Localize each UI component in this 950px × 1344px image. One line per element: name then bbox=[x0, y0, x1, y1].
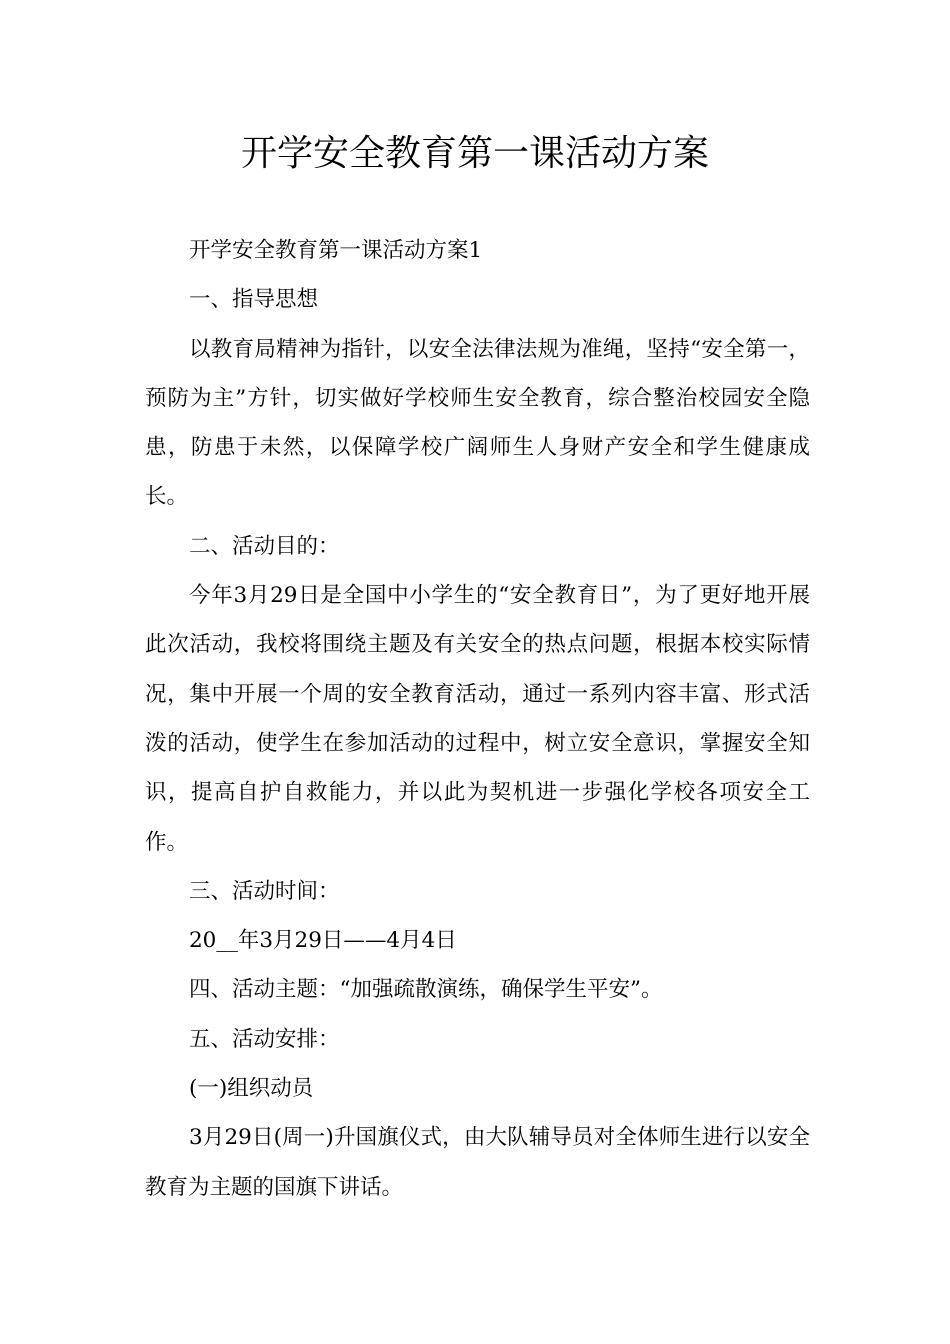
heading-activity-purpose: 二、活动目的： bbox=[189, 533, 340, 559]
heading-activity-time: 三、活动时间： bbox=[189, 878, 340, 904]
paragraph-mobilization: 3月29日(周一)升国旗仪式，由大队辅导员对全体师生进行以安全教育为主题的国旗下讲话。 bbox=[145, 1125, 810, 1200]
paragraph-subtitle: 开学安全教育第一课活动方案1 bbox=[189, 238, 483, 263]
document-body bbox=[145, 226, 810, 1212]
paragraph-activity-purpose: 今年3月29日是全国中小学生的“安全教育日”，为了更好地开展此次活动，我校将围绕主题及有关安全的热点问题，根据本校实际情况，集中开展一个周的安全教育活动，通过一系列内容丰富、形式活泼的活动，使学生在参加活动的过程中，树立安全意识，掌握安全知识，提高自护自救能力，并以此为契机进一步强化学校各项安全工作。 bbox=[145, 583, 810, 855]
paragraph-activity-time: 20__年3月29日——4月4日 bbox=[189, 928, 457, 954]
heading-activity-theme: 四、活动主题：“加强疏散演练，确保学生平安”。 bbox=[189, 977, 663, 1003]
heading-guiding-ideology: 一、指导思想 bbox=[189, 287, 319, 313]
heading-activity-arrangement: 五、活动安排： bbox=[189, 1026, 340, 1052]
paragraph-guiding-ideology: 以教育局精神为指针，以安全法律法规为准绳，坚持“安全第一，预防为主”方针，切实做好学校师生安全教育，综合整治校园安全隐患，防患于未然，以保障学校广阔师生人身财产安全和学生健康成长。 bbox=[145, 336, 810, 510]
subheading-mobilization: (一)组织动员 bbox=[189, 1076, 314, 1102]
document-title: 开学安全教育第一课活动方案 bbox=[240, 133, 709, 174]
